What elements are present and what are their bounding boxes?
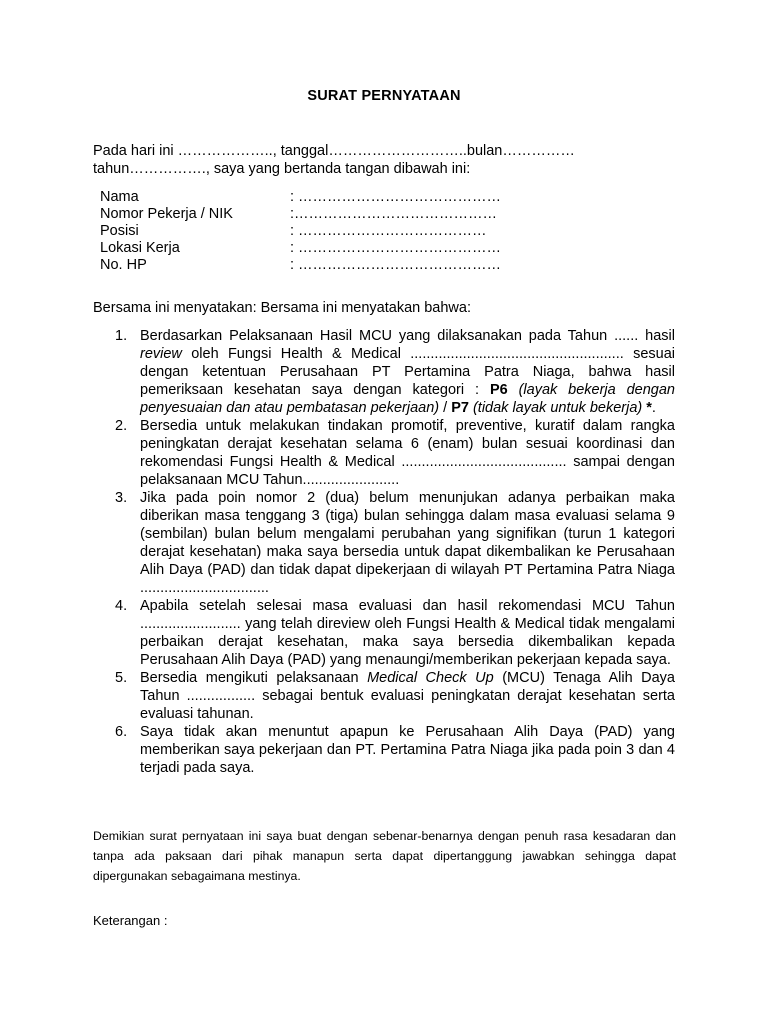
- field-label: Nomor Pekerja / NIK: [100, 206, 233, 222]
- field-value: : …………………………………: [290, 223, 487, 239]
- list-item: [115, 669, 675, 723]
- item-number: 3.: [115, 490, 128, 506]
- field-value: : ……………………………………: [290, 189, 502, 205]
- category-p7-description: (tidak layak untuk bekerja): [468, 400, 643, 416]
- opening-paragraph: [93, 142, 693, 178]
- item-text: Bersedia untuk melakukan tindakan promotif, preventive, kuratif dalam rangka peningkatan derajat kesehatan selama 6 (enam) bulan sesuai koordinasi dan rekomendasi Fungsi Health & Medical ......................................... sampai dengan pelaksanaan MCU Tahun........................: [140, 418, 675, 488]
- field-value: : ……………………………………: [290, 240, 502, 256]
- field-label: No. HP: [100, 257, 147, 273]
- item-number: 6.: [115, 724, 128, 740]
- field-value: :……………………………………: [290, 206, 498, 222]
- field-row-phone: [100, 257, 501, 274]
- statement-list: [115, 327, 675, 777]
- field-row-position: [100, 223, 501, 240]
- closing-paragraph: Demikian surat pernyataan ini saya buat dengan sebenar-benarnya dengan penuh rasa kesadaran dan tanpa ada paksaan dari pihak manapun serta dapat dipertanggung jawabkan sehingga dapat dipergunakan sebagaimana mestinya.: [93, 829, 676, 883]
- opening-line-signer: tahun……………., saya yang bertanda tangan dibawah ini:: [93, 161, 471, 177]
- item-text-part: oleh Fungsi Health & Medical ..................................................... sesuai dengan ketentuan Perusahaan PT Pertamina Patra Niaga, bahwa hasil pemeriksaan kesehatan saya dengan kategori :: [140, 346, 675, 398]
- item-text: [140, 327, 675, 417]
- list-item: [115, 417, 675, 489]
- asterisk-mark: *: [642, 400, 652, 416]
- item-text: Saya tidak akan menuntut apapun ke Perusahaan Alih Daya (PAD) yang memberikan saya pekerjaan dan PT. Pertamina Patra Niaga jika pada poin 3 dan 4 terjadi pada saya.: [140, 724, 675, 776]
- field-row-nik: [100, 206, 501, 223]
- document-title: SURAT PERNYATAAN: [307, 88, 461, 104]
- item-text-italic: Medical Check Up: [367, 670, 494, 686]
- item-number: 1.: [115, 328, 128, 344]
- list-item: [115, 723, 675, 777]
- item-text-part: Bersedia mengikuti pelaksanaan: [140, 670, 368, 686]
- item-text-part: .: [651, 400, 656, 416]
- item-text: Jika pada poin nomor 2 (dua) belum menunjukan adanya perbaikan maka diberikan masa tenggang 3 (tiga) bulan sehingga dalam masa evaluasi selama 9 (sembilan) bulan belum mengalami perubahan yang signifikan (turun 1 kategori derajat kesehatan) maka saya bersedia untuk dapat dikembalikan ke Perusahaan Alih Daya (PAD) dan tidak dapat dipekerjaan di wilayah PT Pertamina Patra Niaga ................................: [140, 490, 675, 596]
- field-row-location: [100, 240, 501, 257]
- item-text-part: (MCU) Tenaga Alih Daya Tahun ................. sebagai bentuk evaluasi peningkatan derajat kesehatan serta evaluasi tahunan.: [140, 670, 675, 722]
- category-p6: P6: [489, 382, 508, 398]
- item-text: [140, 669, 675, 723]
- list-item: [115, 597, 675, 669]
- field-label: Posisi: [100, 223, 139, 239]
- category-p7: P7: [451, 400, 469, 416]
- note-label: Keterangan :: [93, 913, 168, 928]
- item-text-italic: review: [140, 346, 182, 362]
- field-label: Lokasi Kerja: [100, 240, 180, 256]
- list-item: [115, 489, 675, 597]
- identity-fields: [100, 189, 501, 274]
- field-label: Nama: [100, 189, 139, 205]
- category-p6-description: (layak bekerja dengan penyesuaian dan atau pembatasan pekerjaan): [140, 382, 675, 416]
- opening-line-date: Pada hari ini ……………….., tanggal………………………..bulan……………: [93, 143, 575, 159]
- item-text-part: Berdasarkan Pelaksanaan Hasil MCU yang dilaksanakan pada Tahun ...... hasil: [140, 328, 675, 344]
- item-text: Apabila setelah selesai masa evaluasi dan hasil rekomendasi MCU Tahun ......................... yang telah direview oleh Fungsi Health & Medical tidak mengalami perbaikan derajat kesehatan, maka saya bersedia dikembalikan kepada Perusahaan Alih Daya (PAD) yang menaungi/memberikan pekerjaan kepada saya.: [140, 598, 675, 668]
- item-separator: /: [439, 400, 452, 416]
- list-item: [115, 327, 675, 417]
- item-number: 2.: [115, 418, 128, 434]
- statement-intro: Bersama ini menyatakan: Bersama ini menyatakan bahwa:: [93, 300, 471, 316]
- item-number: 5.: [115, 670, 128, 686]
- field-value: : ……………………………………: [290, 257, 502, 273]
- field-row-name: [100, 189, 501, 206]
- item-number: 4.: [115, 598, 128, 614]
